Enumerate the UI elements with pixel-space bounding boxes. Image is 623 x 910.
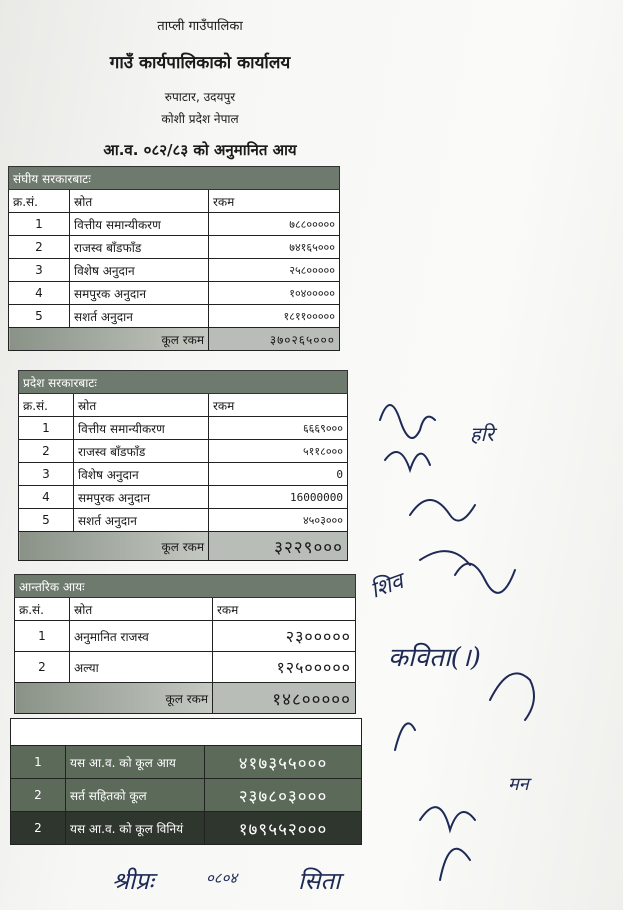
- signature-scribble: [395, 673, 534, 750]
- section-title: प्रदेश सरकारबाटः: [19, 371, 348, 394]
- col-source: स्रोत: [70, 190, 209, 213]
- signature-right-shiva: शिव: [367, 569, 407, 604]
- table-row: 3 विशेष अनुदान 0: [19, 463, 348, 486]
- section-title: संघीय सरकारबाटः: [9, 167, 340, 190]
- col-sn: क्र.सं.: [15, 598, 70, 621]
- federal-income-table: [8, 166, 340, 351]
- section-title: आन्तरिक आयः: [15, 575, 356, 598]
- summary-table: [10, 718, 362, 845]
- signature-scribble: [420, 807, 475, 880]
- signature-scribble: [455, 564, 515, 593]
- municipality-name: ताप्ली गाउँपालिका: [157, 19, 243, 34]
- table-row: 4 समपुरक अनुदान १०४०००००: [9, 282, 340, 305]
- col-source: स्रोत: [70, 598, 213, 621]
- signature-right-hari: हरि: [470, 422, 494, 446]
- signature-bottom-right: सिता: [298, 867, 341, 895]
- signature-right-man: मन: [508, 774, 529, 795]
- table-row: 1 वित्तीय समान्यीकरण ६६६९०००: [19, 417, 348, 440]
- summary-row: 2 सर्त सहितको कूल २३७८०३०००: [11, 779, 362, 812]
- signature-right-kavita: कविता(।): [388, 643, 481, 673]
- signature-scribble: [410, 500, 475, 565]
- table-row: 1 अनुमानित राजस्व २३०००००: [15, 621, 356, 652]
- col-sn: क्र.सं.: [19, 394, 74, 417]
- table-row: 1 वित्तीय समान्यीकरण ७८८०००००: [9, 213, 340, 236]
- total-row: कूल रकम १४८०००००: [15, 683, 356, 714]
- office-name: गाउँ कार्यपालिकाको कार्यालय: [109, 53, 291, 73]
- total-row: कूल रकम ३२२९०००: [19, 532, 348, 561]
- province-income-table: [18, 370, 348, 561]
- col-sn: क्र.सं.: [9, 190, 70, 213]
- table-row: 3 विशेष अनुदान २५८०००००: [9, 259, 340, 282]
- document-title: आ.व. ०८२/८३ को अनुमानित आय: [103, 141, 297, 159]
- internal-income-table: [14, 574, 356, 714]
- signature-bottom-left: श्रीप्रः: [112, 867, 154, 895]
- table-row: 5 सशर्त अनुदान ४५०३०००: [19, 509, 348, 532]
- table-row: 2 राजस्व बाँडफाँड ५११८०००: [19, 440, 348, 463]
- signature-scribble: [380, 405, 435, 470]
- office-address: रुपाटार, उदयपुर: [164, 90, 236, 104]
- summary-row: 1 यस आ.व. को कूल आय ४१७३५५०००: [11, 746, 362, 779]
- col-amount: रकम: [213, 598, 356, 621]
- province-name: कोशी प्रदेश नेपाल: [161, 112, 239, 126]
- col-source: स्रोत: [74, 394, 209, 417]
- signature-bottom-mid: ०८०४: [206, 869, 238, 887]
- table-row: 5 सशर्त अनुदान १८११०००००: [9, 305, 340, 328]
- table-row: 2 अल्या १२५०००००: [15, 652, 356, 683]
- total-row: कूल रकम ३७०२६५०००: [9, 328, 340, 351]
- table-row: 2 राजस्व बाँडफाँड ७४१६५०००: [9, 236, 340, 259]
- col-amount: रकम: [209, 190, 340, 213]
- table-row: 4 समपुरक अनुदान 16000000: [19, 486, 348, 509]
- summary-row: 2 यस आ.व. को कूल विनियं १७९५५२०००: [11, 812, 362, 845]
- col-amount: रकम: [209, 394, 348, 417]
